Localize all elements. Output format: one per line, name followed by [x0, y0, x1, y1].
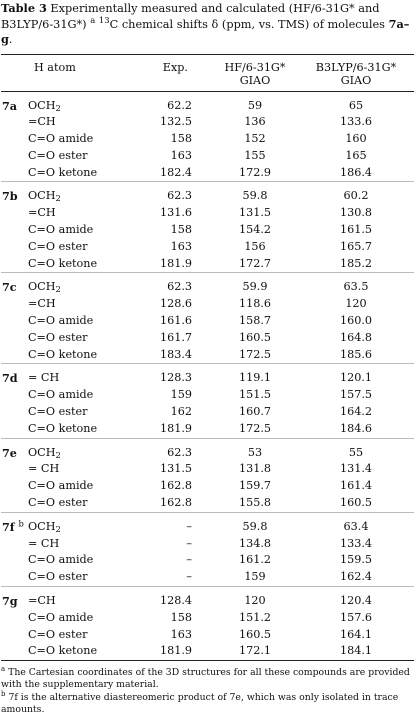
hf-cell: 159.7 — [238, 479, 272, 493]
exp-cell: 128.3 — [159, 371, 192, 385]
molecule-label — [1, 205, 28, 222]
table-row — [1, 610, 414, 627]
b3lyp-cell: 60.2 — [343, 189, 369, 203]
carbon-isotope-mark: 13 — [98, 14, 110, 25]
b3lyp-cell: 120.1 — [339, 371, 373, 385]
molecule-label — [1, 495, 28, 512]
exp-cell: 163 — [170, 148, 192, 162]
exp-cell: 62.3 — [167, 280, 192, 294]
exp-cell: – — [186, 570, 192, 584]
molecule-label — [1, 165, 28, 182]
exp-cell: 62.2 — [167, 98, 192, 112]
molecule-label — [1, 421, 28, 438]
shift-table — [1, 54, 414, 662]
header-b3lyp: B3LYP/6-31G* GIAO — [315, 60, 397, 87]
exp-cell: – — [186, 553, 192, 567]
hf-cell: 136 — [244, 115, 266, 129]
molecule-label — [1, 404, 28, 421]
table-row — [1, 296, 414, 313]
b3lyp-cell: 160.0 — [339, 314, 373, 328]
atom-cell: =CH — [28, 594, 56, 608]
table-row — [1, 569, 414, 586]
molecule-label — [1, 461, 28, 478]
hf-cell: 59.8 — [242, 519, 268, 533]
atom-cell: = CH — [28, 371, 60, 385]
exp-cell: – — [186, 519, 192, 533]
molecule-label: 7e — [2, 445, 17, 460]
atom-cell: C=O ketone — [28, 347, 98, 361]
molecule-label: 7d — [2, 371, 18, 386]
exp-cell: 158 — [170, 223, 192, 237]
atom-cell: C=O amide — [28, 479, 94, 493]
hf-cell: 172.1 — [238, 644, 272, 658]
exp-cell: 182.4 — [159, 165, 192, 179]
exp-cell: 183.4 — [159, 347, 192, 361]
hf-cell: 160.5 — [238, 627, 272, 641]
b3lyp-cell: 160 — [345, 132, 367, 146]
atom-cell: = CH — [28, 536, 60, 550]
molecule-label — [1, 643, 28, 660]
atom-cell: = CH — [28, 462, 60, 476]
caption-text-2: C chemical shifts δ (ppm, vs. TMS) of molecules — [109, 17, 389, 31]
exp-cell: 159 — [170, 388, 192, 402]
exp-cell: 131.6 — [159, 206, 192, 220]
b3lyp-cell: 164.2 — [339, 405, 373, 419]
b3lyp-cell: 120 — [345, 297, 367, 311]
atom-cell: C=O ketone — [28, 165, 98, 179]
b3lyp-cell: 133.6 — [339, 115, 373, 129]
header-atom: H atom — [34, 60, 76, 74]
exp-cell: 162 — [170, 405, 192, 419]
b3lyp-cell: 157.6 — [339, 610, 373, 624]
molecule-label — [1, 222, 28, 239]
exp-cell: 128.4 — [159, 594, 192, 608]
molecule-label — [1, 114, 28, 131]
footnotes — [1, 667, 415, 716]
atom-cell: C=O ketone — [28, 644, 98, 658]
hf-cell: 59 — [247, 98, 263, 112]
atom-cell: =CH — [28, 297, 56, 311]
atom-cell: =CH — [28, 206, 56, 220]
caption-text: Experimentally measured and calculated (HF/6-31G* and B3LYP/6-31G*) — [1, 2, 380, 31]
header-blank — [1, 54, 28, 91]
hf-cell: 158.7 — [238, 314, 272, 328]
exp-cell: 161.7 — [159, 330, 192, 344]
exp-cell: 132.5 — [159, 115, 192, 129]
atom-cell: =CH — [28, 115, 56, 129]
table-row — [1, 148, 414, 165]
hf-cell: 151.2 — [238, 610, 272, 624]
exp-cell: 62.3 — [167, 445, 192, 459]
hf-cell: 131.5 — [238, 206, 272, 220]
molecule-label — [1, 387, 28, 404]
table-row — [1, 131, 414, 148]
b3lyp-cell: 130.8 — [339, 206, 373, 220]
b3lyp-cell: 161.4 — [339, 479, 373, 493]
header-exp: Exp. — [162, 60, 188, 74]
hf-cell: 118.6 — [238, 297, 272, 311]
table-row — [1, 387, 414, 404]
b3lyp-cell: 133.4 — [339, 536, 373, 550]
b3lyp-cell: 165 — [345, 148, 367, 162]
atom-cell: C=O amide — [28, 314, 94, 328]
exp-cell: 158 — [170, 610, 192, 624]
atom-cell: C=O amide — [28, 553, 94, 567]
caption-footnote-mark: a — [90, 14, 96, 25]
hf-cell: 172.5 — [238, 347, 272, 361]
atom-cell: C=O amide — [28, 132, 94, 146]
b3lyp-cell: 161.5 — [339, 223, 373, 237]
table-row — [1, 205, 414, 222]
b3lyp-cell: 164.1 — [339, 627, 373, 641]
hf-cell: 159 — [244, 570, 266, 584]
molecule-label — [1, 256, 28, 273]
b3lyp-cell: 186.4 — [339, 165, 373, 179]
b3lyp-cell: 55 — [348, 445, 364, 459]
table-row — [1, 91, 414, 114]
molecule-label — [1, 552, 28, 569]
atom-cell: C=O amide — [28, 610, 94, 624]
b3lyp-cell: 63.5 — [343, 280, 369, 294]
table-row — [1, 587, 414, 610]
atom-cell: C=O ketone — [28, 256, 98, 270]
exp-cell: 181.9 — [159, 256, 192, 270]
exp-cell: 158 — [170, 132, 192, 146]
molecule-label: 7c — [2, 280, 17, 295]
b3lyp-cell: 120.4 — [339, 594, 373, 608]
exp-cell: 128.6 — [159, 297, 192, 311]
atom-cell: C=O amide — [28, 388, 94, 402]
b3lyp-cell: 159.5 — [339, 553, 373, 567]
hf-cell: 119.1 — [238, 371, 272, 385]
hf-cell: 59.8 — [242, 189, 268, 203]
molecule-label: 7g — [2, 594, 18, 609]
atom-cell: C=O ester — [28, 330, 88, 344]
b3lyp-cell: 185.6 — [339, 347, 373, 361]
header-hf: HF/6-31G* GIAO — [224, 60, 286, 87]
table-row — [1, 256, 414, 273]
table-row — [1, 273, 414, 296]
molecule-label — [1, 131, 28, 148]
molecule-group — [1, 438, 414, 512]
hf-cell: 53 — [247, 445, 263, 459]
atom-cell: $OCH_2$ — [28, 280, 61, 295]
hf-cell: 154.2 — [238, 223, 272, 237]
table-row — [1, 165, 414, 182]
exp-cell: 161.6 — [159, 314, 192, 328]
molecule-group — [1, 587, 414, 661]
table-row — [1, 421, 414, 438]
atom-cell: $OCH_2$ — [28, 519, 61, 534]
hf-cell: 151.5 — [238, 388, 272, 402]
molecule-label — [1, 313, 28, 330]
hf-cell: 160.5 — [238, 330, 272, 344]
atom-cell: C=O ester — [28, 496, 88, 510]
table-row — [1, 347, 414, 364]
atom-cell: $OCH_2$ — [28, 98, 61, 113]
hf-cell: 131.8 — [238, 462, 272, 476]
table-row — [1, 536, 414, 553]
molecule-label — [1, 569, 28, 586]
b3lyp-cell: 164.8 — [339, 330, 373, 344]
b3lyp-cell: 184.1 — [339, 644, 373, 658]
molecule-label — [1, 296, 28, 313]
molecule-group — [1, 273, 414, 364]
molecule-label — [1, 478, 28, 495]
header-row — [1, 54, 414, 91]
b3lyp-cell: 185.2 — [339, 256, 373, 270]
hf-cell: 152 — [244, 132, 266, 146]
molecule-label — [1, 610, 28, 627]
atom-cell: C=O ester — [28, 405, 88, 419]
exp-cell: 163 — [170, 627, 192, 641]
exp-cell: – — [186, 536, 192, 550]
hf-cell: 155.8 — [238, 496, 272, 510]
caption-molecules: 7a–g — [1, 16, 410, 46]
hf-cell: 161.2 — [238, 553, 272, 567]
molecule-label — [1, 330, 28, 347]
hf-cell: 160.7 — [238, 405, 272, 419]
atom-cell: C=O ketone — [28, 421, 98, 435]
table-row — [1, 364, 414, 387]
table-row — [1, 512, 414, 535]
atom-cell: $OCH_2$ — [28, 189, 61, 204]
atom-cell: C=O ester — [28, 627, 88, 641]
exp-cell: 181.9 — [159, 421, 192, 435]
table-row — [1, 114, 414, 131]
b3lyp-cell: 63.4 — [343, 519, 369, 533]
molecule-label — [1, 148, 28, 165]
atom-cell: C=O amide — [28, 223, 94, 237]
hf-cell: 120 — [244, 594, 266, 608]
hf-cell: 156 — [244, 239, 266, 253]
table-row — [1, 495, 414, 512]
molecule-label: 7b — [2, 189, 18, 204]
table-row — [1, 239, 414, 256]
molecule-label — [1, 347, 28, 364]
table-row — [1, 627, 414, 644]
table-row — [1, 478, 414, 495]
hf-cell: 155 — [244, 148, 266, 162]
table-row — [1, 643, 414, 660]
hf-cell: 172.5 — [238, 421, 272, 435]
table-row — [1, 461, 414, 478]
molecule-group — [1, 512, 414, 586]
molecule-label: 7a — [2, 98, 18, 113]
molecule-group — [1, 91, 414, 182]
atom-cell: C=O ester — [28, 239, 88, 253]
footnote-b: $^b$ 7f is the alternative diastereomeric product of 7e, which was only isolated in trace amounts. — [1, 690, 399, 716]
table-caption: Table 3 Experimentally measured and calculated (HF/6-31G* and B3LYP/6-31G*) $^a$ $^{13}$C chemical shifts δ (ppm, vs. TMS) of molecules 7a–g. — [1, 1, 410, 46]
b3lyp-cell: 165.7 — [339, 239, 373, 253]
atom-cell: $OCH_2$ — [28, 445, 61, 460]
table-row — [1, 438, 414, 461]
hf-cell: 134.8 — [238, 536, 272, 550]
b3lyp-cell: 65 — [348, 98, 364, 112]
footnote-a: $^a$ The Cartesian coordinates of the 3D structures for all these compounds are provided with the supplementary material. — [1, 665, 410, 691]
exp-cell: 181.9 — [159, 644, 192, 658]
molecule-label — [1, 627, 28, 644]
b3lyp-cell: 162.4 — [339, 570, 373, 584]
document — [0, 1, 417, 716]
table-row — [1, 330, 414, 347]
exp-cell: 62.3 — [167, 189, 192, 203]
exp-cell: 163 — [170, 239, 192, 253]
table-number: Table 3 — [1, 1, 47, 15]
exp-cell: 162.8 — [159, 496, 192, 510]
exp-cell: 131.5 — [159, 462, 192, 476]
molecule-group — [1, 364, 414, 438]
exp-cell: 162.8 — [159, 479, 192, 493]
b3lyp-cell: 131.4 — [339, 462, 373, 476]
atom-cell: C=O ester — [28, 570, 88, 584]
molecule-label: 7f $^b$ — [2, 518, 24, 534]
hf-cell: 59.9 — [242, 280, 268, 294]
molecule-label — [1, 239, 28, 256]
table-row — [1, 182, 414, 205]
molecule-group — [1, 182, 414, 273]
molecule-label — [1, 536, 28, 553]
atom-cell: C=O ester — [28, 148, 88, 162]
hf-cell: 172.9 — [238, 165, 272, 179]
table-row — [1, 404, 414, 421]
table-row — [1, 552, 414, 569]
hf-cell: 172.7 — [238, 256, 272, 270]
b3lyp-cell: 160.5 — [339, 496, 373, 510]
table-row — [1, 313, 414, 330]
b3lyp-cell: 157.5 — [339, 388, 373, 402]
b3lyp-cell: 184.6 — [339, 421, 373, 435]
table-row — [1, 222, 414, 239]
